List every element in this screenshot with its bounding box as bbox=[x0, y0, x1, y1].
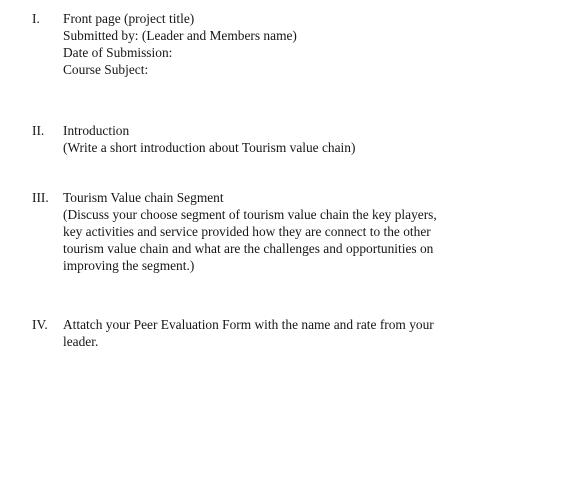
section-body bbox=[63, 123, 533, 157]
section-line: (Write a short introduction about Tourism value chain) bbox=[63, 139, 356, 155]
section-line: (Discuss your choose segment of tourism value chain the key players, bbox=[63, 206, 437, 222]
section-body bbox=[63, 317, 533, 351]
section-line: tourism value chain and what are the challenges and opportunities on bbox=[63, 240, 434, 256]
section-body bbox=[63, 190, 533, 275]
section-heading: Tourism Value chain Segment bbox=[63, 190, 224, 205]
section-numeral: III. bbox=[32, 190, 49, 205]
section-line: leader. bbox=[63, 333, 99, 349]
section-numeral: I. bbox=[32, 11, 40, 26]
section-line: key activities and service provided how they are connect to the other bbox=[63, 223, 431, 239]
section-numeral: IV. bbox=[32, 317, 48, 332]
section-line: Submitted by: (Leader and Members name) bbox=[63, 27, 297, 43]
section-line: improving the segment.) bbox=[63, 257, 195, 273]
section-numeral: II. bbox=[32, 123, 45, 138]
section-heading: Introduction bbox=[63, 123, 130, 138]
section-line: Course Subject: bbox=[63, 61, 149, 77]
section-line: Date of Submission: bbox=[63, 44, 173, 60]
section-heading: Attatch your Peer Evaluation Form with the name and rate from your bbox=[63, 317, 434, 332]
section-body bbox=[63, 11, 533, 79]
section-heading: Front page (project title) bbox=[63, 11, 195, 26]
